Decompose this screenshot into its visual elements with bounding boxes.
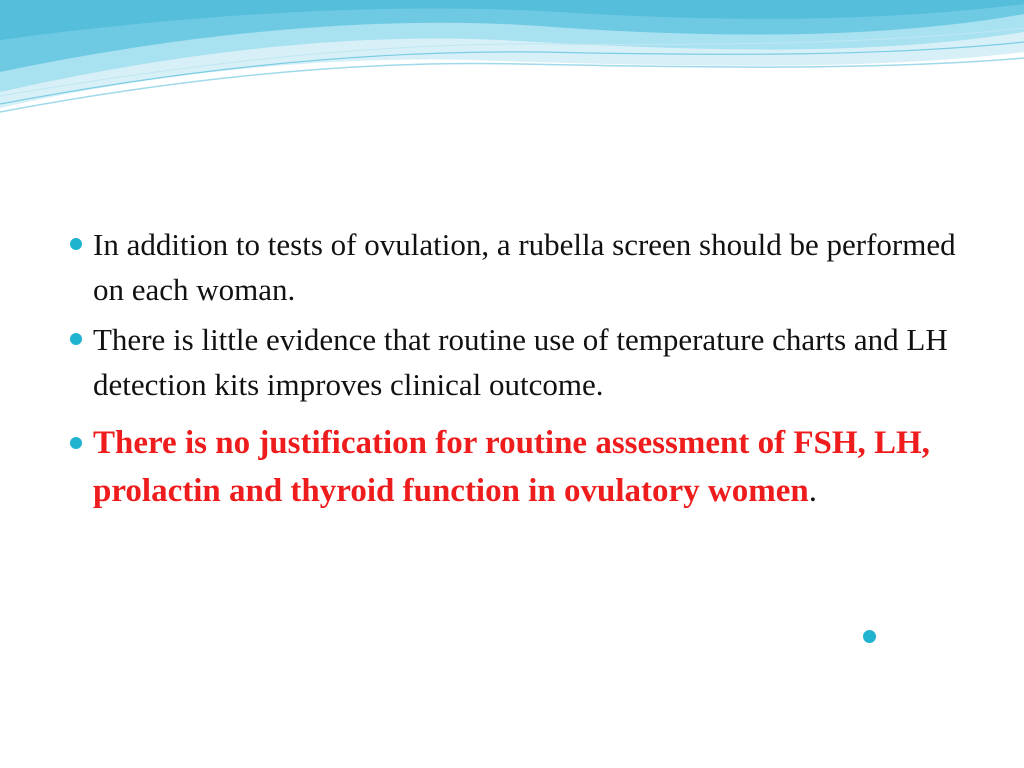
bullet-dot-icon	[70, 238, 82, 250]
bullet-item-rubella	[62, 222, 962, 312]
empty-bullet-dot-icon	[863, 630, 876, 643]
bullet-list	[62, 222, 962, 520]
wave-banner-decoration	[0, 0, 1024, 130]
bullet-item-no-justification	[62, 419, 962, 515]
bullet-dot-icon	[70, 333, 82, 345]
bullet-text: In addition to tests of ovulation, a rubella screen should be performed on each woman.	[93, 227, 956, 307]
bullet-emphasis-text: There is no justification for routine assessment of FSH, LH, prolactin and thyroid function in ovulatory women	[93, 425, 930, 509]
bullet-text: There is little evidence that routine use of temperature charts and LH detection kits improves clinical outcome.	[93, 322, 948, 402]
bullet-item-temperature-charts	[62, 317, 962, 407]
bullet-dot-icon	[70, 437, 82, 449]
bullet-trailing-period: .	[808, 473, 817, 509]
